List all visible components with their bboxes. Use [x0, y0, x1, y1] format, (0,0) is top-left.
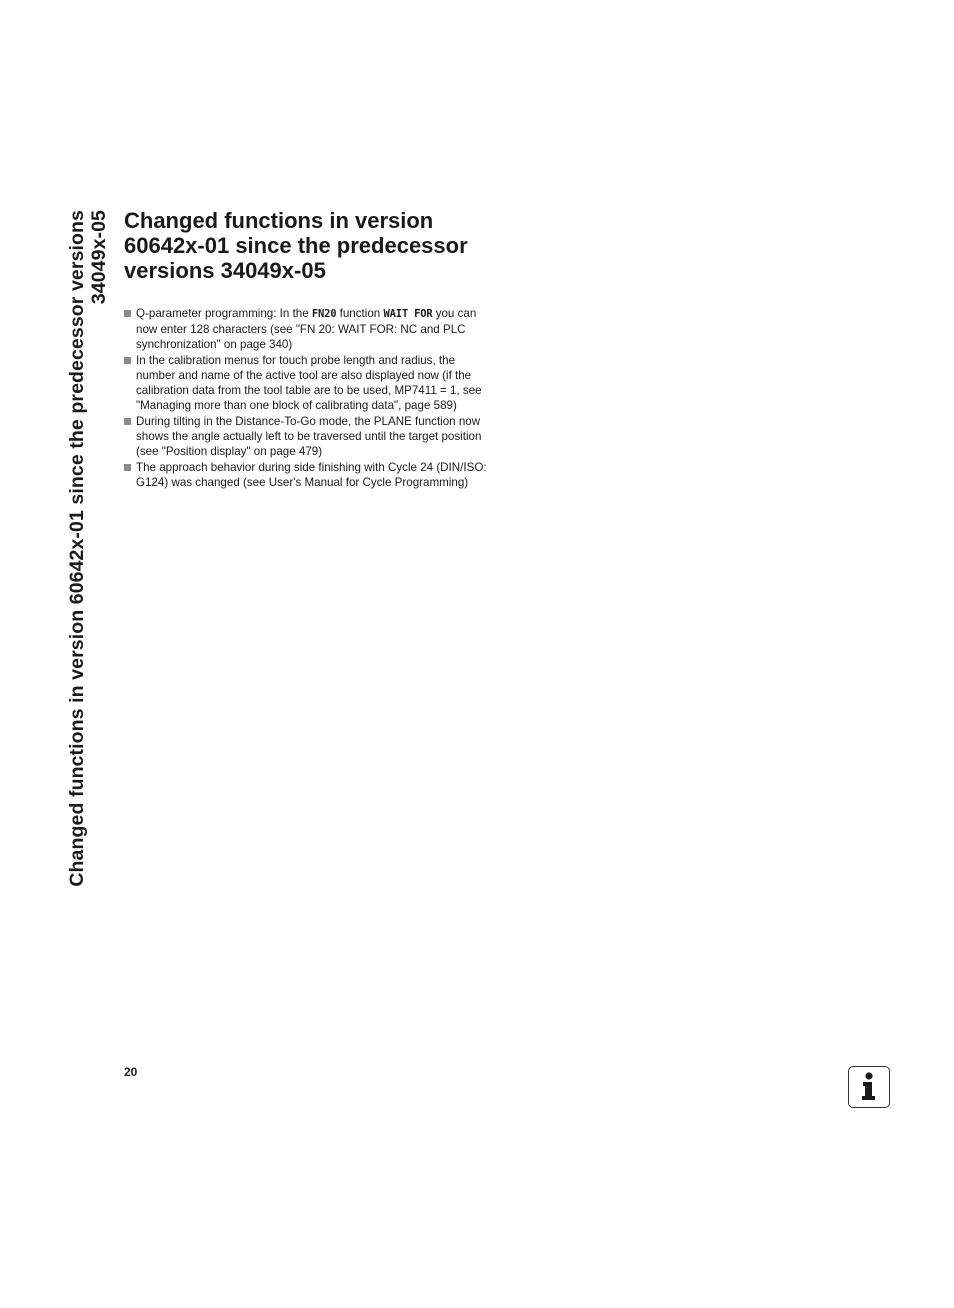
list-item-text: function — [336, 307, 384, 320]
code-wait-for: WAIT FOR — [383, 308, 433, 320]
list-item-text: you can — [432, 307, 477, 320]
list-item-line: shows the angle actually left to be traversed until the target position — [136, 430, 482, 443]
code-fn20: FN20 — [311, 308, 337, 320]
side-title-line-2: 34049x-05 — [88, 210, 110, 305]
list-item — [124, 306, 524, 352]
side-title — [66, 210, 110, 985]
list-item-line: The approach behavior during side finishing with Cycle 24 (DIN/ISO: — [136, 461, 487, 474]
list-item — [124, 353, 524, 413]
list-item-line: synchronization" on page 340) — [136, 338, 293, 351]
side-title-line-1: Changed functions in version 60642x-01 since the predecessor versions — [66, 210, 88, 887]
list-item-line: "Managing more than one block of calibrating data", page 589) — [136, 399, 457, 412]
list-item-text: Q-parameter programming: In the — [136, 307, 312, 320]
square-bullet-icon — [124, 310, 131, 317]
change-list — [124, 306, 524, 491]
side-title-text — [66, 210, 110, 985]
square-bullet-icon — [124, 418, 131, 425]
heading-line-3: versions 34049x-05 — [124, 258, 326, 283]
list-item-line: now enter 128 characters (see "FN 20: WAIT FOR: NC and PLC — [136, 323, 466, 336]
list-item — [124, 460, 524, 490]
heading-line-1: Changed functions in version — [124, 208, 434, 233]
list-item-line: (see "Position display" on page 479) — [136, 445, 323, 458]
list-item-line: In the calibration menus for touch probe length and radius, the — [136, 354, 456, 367]
list-item — [124, 414, 524, 459]
square-bullet-icon — [124, 464, 131, 471]
heading-line-2: 60642x-01 since the predecessor — [124, 233, 468, 258]
page-heading — [124, 208, 544, 283]
list-item-line — [136, 306, 524, 322]
list-item-line: G124) was changed (see User's Manual for Cycle Programming) — [136, 476, 469, 489]
list-item-line: number and name of the active tool are also displayed now (if the — [136, 369, 472, 382]
list-item-line: During tilting in the Distance-To-Go mode, the PLANE function now — [136, 415, 481, 428]
list-item-line: calibration data from the tool table are to be used, MP7411 = 1, see — [136, 384, 482, 397]
square-bullet-icon — [124, 357, 131, 364]
page-number: 20 — [124, 1065, 138, 1079]
info-icon — [848, 1066, 890, 1108]
